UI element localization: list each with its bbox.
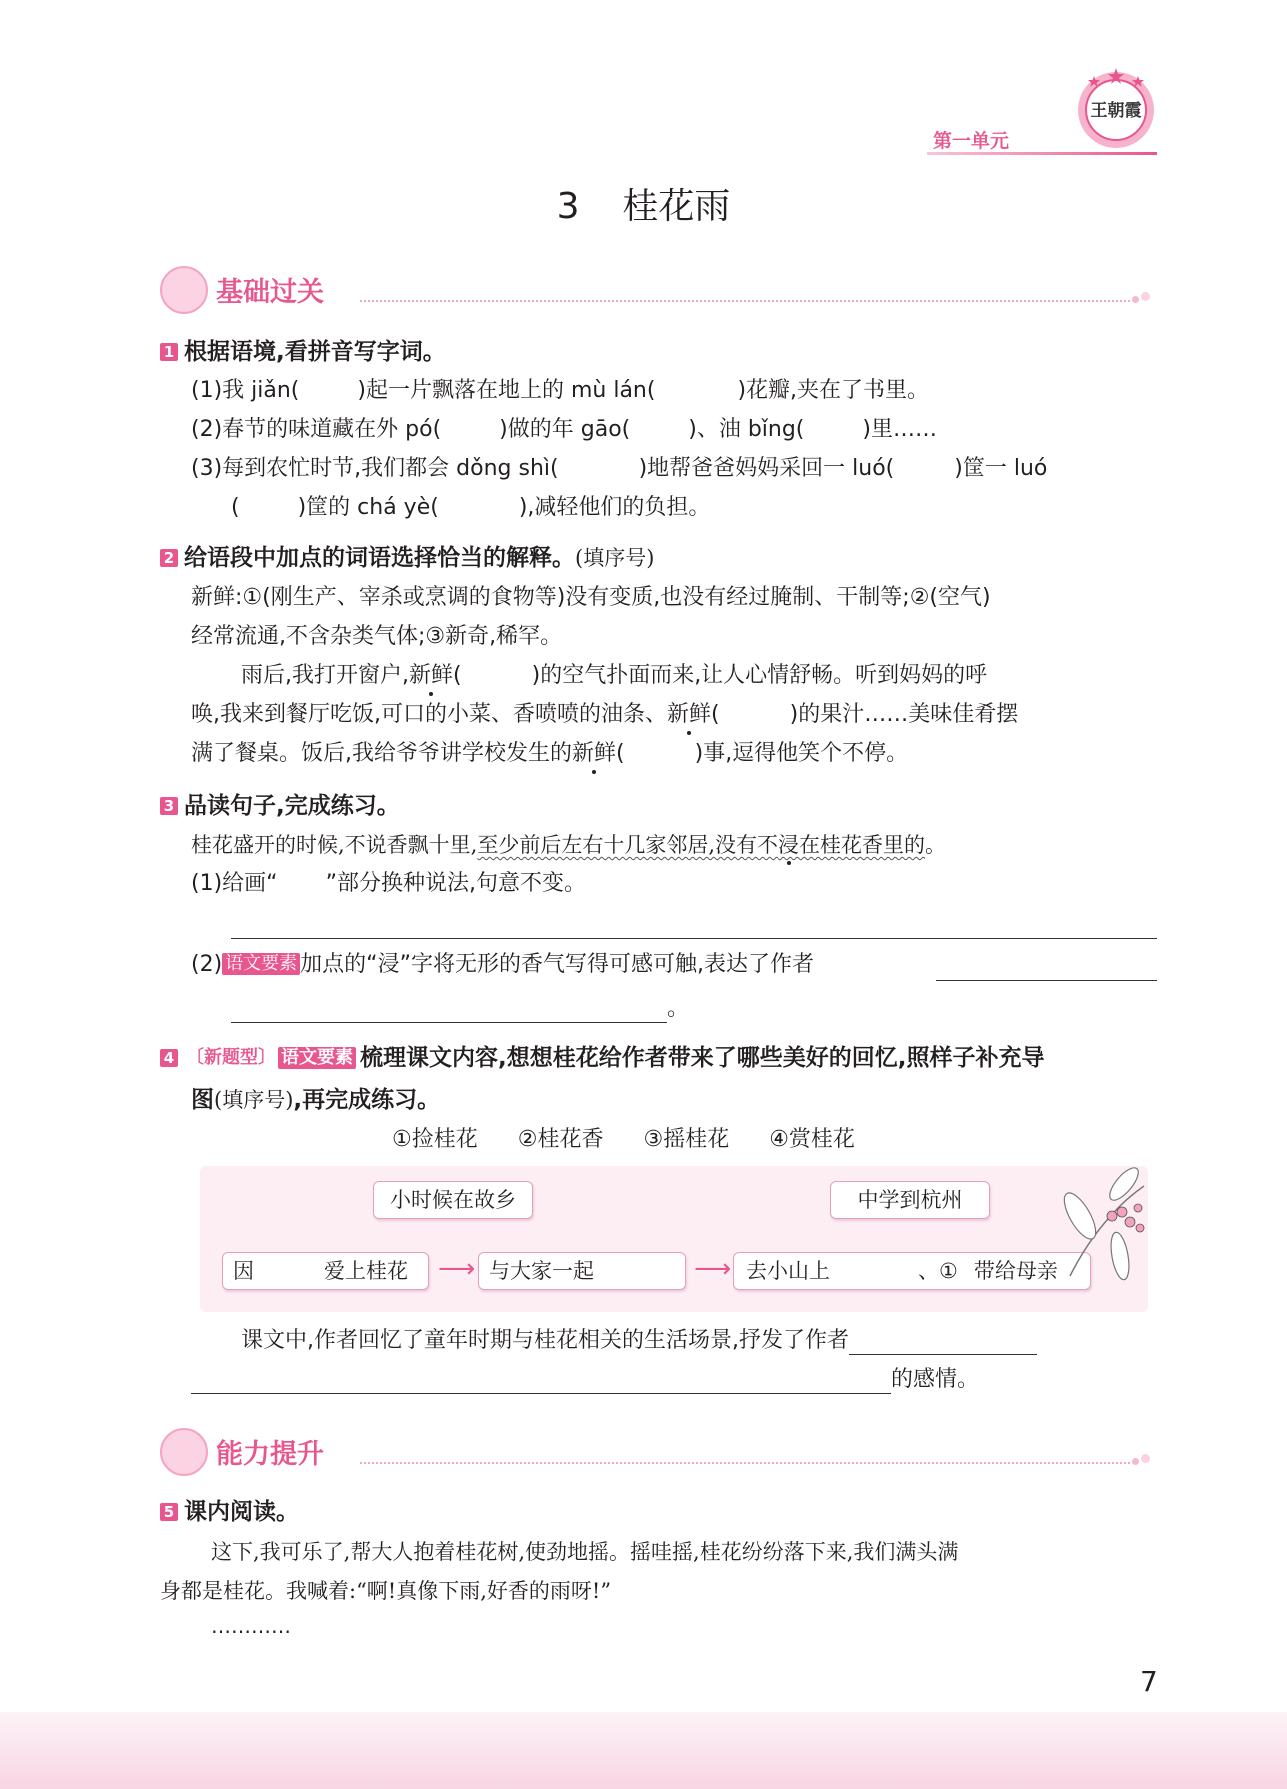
q4-answer-line-2[interactable]: [191, 1371, 891, 1394]
q4-option-2: ②桂花香: [517, 1127, 604, 1152]
q2-p2-dotted-word: 新鲜: [667, 702, 712, 727]
diagram-box-3: [733, 1252, 1091, 1290]
diagram-top-right-text: 中学到杭州: [857, 1188, 963, 1212]
q4-title-2a: 图: [191, 1087, 214, 1113]
q4-number: 4: [160, 1049, 178, 1067]
diagram-top-left-text: 小时候在故乡: [390, 1188, 516, 1212]
arrow-right-icon: ⟶: [694, 1254, 732, 1284]
q2-p3-dotted-word: 新鲜: [572, 741, 617, 766]
diagram-b1-a: 因: [233, 1259, 254, 1283]
q2-para3: [191, 740, 908, 768]
q4-summary-1: 课文中,作者回忆了童年时期与桂花相关的生活场景,抒发了作者: [241, 1328, 849, 1353]
diagram-top-right: [830, 1181, 990, 1219]
diagram-b2: 与大家一起: [489, 1259, 594, 1283]
q1-number: 1: [160, 343, 178, 361]
q3-s2-pre: (2): [191, 952, 223, 977]
q2-p3-b: (: [616, 741, 625, 766]
q4-option-4: ④赏桂花: [769, 1127, 855, 1152]
q1-title-text: 根据语境,看拼音写字词。: [184, 339, 446, 365]
lesson-number: 3: [556, 186, 580, 227]
q3-dotted-char: 浸: [778, 833, 800, 857]
q3-sub1: [191, 870, 586, 898]
q4-summary-line2: [191, 1366, 979, 1394]
q3-sentence: [191, 831, 946, 859]
diagram-b3-a: 去小山上: [746, 1259, 830, 1283]
q2-p3-a: 满了餐桌。饭后,我给爷爷讲学校发生的: [191, 741, 572, 766]
q3-answer-line-3[interactable]: [231, 1000, 667, 1023]
logo-text: 王朝霞: [1090, 101, 1142, 121]
q3-sent-d: 。: [925, 833, 947, 857]
q4-options: [392, 1126, 855, 1154]
q3-title-text: 品读句子,完成练习。: [184, 793, 400, 819]
q3-sent-b: 至少前后左右十几家邻居,没有不: [477, 833, 779, 857]
q3-wavy-part: [477, 833, 925, 857]
q2-para2: [191, 701, 1018, 729]
q1-l4-b: )筐的 chá yè(: [297, 495, 439, 520]
q1-l3-c: )筐一 luó: [954, 456, 1048, 481]
diagram-b1-b: 爱上桂花: [324, 1259, 408, 1283]
unit-label: 第一单元: [933, 130, 1010, 152]
q3-end: 。: [667, 996, 690, 1021]
q3-sent-a: 桂花盛开的时候,不说香飘十里,: [191, 833, 478, 857]
q4-title: [160, 1043, 1044, 1073]
q3-tag-yuwen: 语文要素: [222, 953, 300, 975]
q3-answer-line-2[interactable]: [936, 980, 1157, 981]
q3-title: [160, 791, 400, 821]
section-header-basic: [160, 266, 1150, 314]
q2-def1: [191, 584, 991, 612]
section-divider: [360, 300, 1130, 302]
q2-para1: [241, 662, 987, 690]
q5-para1: [211, 1538, 958, 1566]
q1-line4: [231, 494, 710, 522]
q3-wavy-sample: [278, 870, 326, 898]
header-underline: [927, 152, 1157, 155]
q2-p1-a: 雨后,我打开窗户,: [241, 663, 409, 688]
q4-title-2b: ,再完成练习。: [293, 1087, 441, 1113]
q2-p2-c: )的果汁……美味佳肴摆: [789, 702, 1019, 727]
q4-summary-2: 的感情。: [891, 1367, 980, 1392]
q2-title: [160, 543, 654, 573]
logo-badge: [1074, 66, 1158, 150]
q1-l4-c: ),减轻他们的负担。: [518, 495, 711, 520]
q2-def2-text: 经常流通,不含杂类气体;③新奇,稀罕。: [191, 624, 563, 649]
q1-title: [160, 337, 446, 367]
q5-para3: [211, 1612, 291, 1640]
q5-para2: [160, 1577, 611, 1605]
q1-l2-b: )做的年 gāo(: [499, 417, 631, 442]
q3-answer-line-1[interactable]: [231, 938, 1157, 939]
q2-p1-b: (: [453, 663, 462, 688]
q4-answer-line-1[interactable]: [849, 1332, 1037, 1355]
q3-sub2: [191, 951, 814, 979]
q4-title-2hint: (填序号): [214, 1088, 294, 1112]
q2-p3-c: )事,逗得他笑个不停。: [694, 741, 909, 766]
q2-number: 2: [160, 549, 178, 567]
lesson-title: 桂花雨: [622, 186, 731, 227]
q5-p1: 这下,我可乐了,帮大人抱着桂花树,使劲地摇。摇哇摇,桂花纷纷落下来,我们满头满: [211, 1540, 959, 1564]
q4-option-1: ①捡桂花: [392, 1127, 478, 1152]
q3-s1-b: ”部分换种说法,句意不变。: [325, 871, 586, 896]
q2-title-text: 给语段中加点的词语选择恰当的解释。: [184, 545, 575, 571]
q4-tag-yuwen: 语文要素: [278, 1047, 356, 1069]
q1-l1-b: )起一片飘落在地上的 mù lán(: [357, 378, 656, 403]
q4-title-1: 梳理课文内容,想想桂花给作者带来了哪些美好的回忆,照样子补充导: [360, 1045, 1045, 1071]
section-dots: [1132, 292, 1150, 306]
q1-l1-c: )花瓣,夹在了书里。: [737, 378, 930, 403]
q2-p1-c: )的空气扑面而来,让人心情舒畅。听到妈妈的呼: [531, 663, 988, 688]
diagram-b3-c: 带给母亲: [973, 1259, 1058, 1283]
q1-line2: [191, 416, 937, 444]
q2-hint: (填序号): [575, 546, 655, 570]
diagram-box-2: [478, 1252, 686, 1290]
q5-ellipsis: …………: [211, 1614, 291, 1638]
q2-p1-dotted-word: 新鲜: [409, 663, 454, 688]
q2-def2: [191, 623, 562, 651]
q3-answer-row-3: [231, 995, 689, 1023]
q4-diagram: [200, 1166, 1148, 1312]
q1-l2-a: (2)春节的味道藏在外 pó(: [191, 417, 442, 442]
section-title-advanced: 能力提升: [216, 1439, 324, 1470]
q1-l2-c: )、油 bǐng(: [688, 417, 805, 442]
q2-def1-text: 新鲜:①(刚生产、宰杀或烹调的食物等)没有变质,也没有经过腌制、干制等;②(空气): [191, 585, 991, 610]
q5-p2: 身都是桂花。我喊着:“啊!真像下雨,好香的雨呀!”: [160, 1579, 612, 1603]
q3-s1-a: (1)给画“: [191, 871, 278, 896]
q1-line1: [191, 377, 929, 405]
mascot-icon: [160, 1428, 208, 1476]
q3-s2-text: 加点的“浸”字将无形的香气写得可感可触,表达了作者: [300, 952, 814, 977]
diagram-b3-b: 、①: [918, 1259, 958, 1283]
q5-title: [160, 1497, 299, 1527]
q1-l1-a: (1)我 jiǎn(: [191, 378, 300, 403]
arrow-right-icon: ⟶: [438, 1254, 476, 1284]
diagram-top-left: [373, 1181, 533, 1219]
mascot-icon: [160, 266, 208, 314]
section-header-advanced: [160, 1428, 1150, 1476]
q4-summary-line1: [241, 1327, 1037, 1355]
q3-sent-c: 在桂花香里的: [799, 833, 926, 857]
q4-title-line2: [191, 1085, 440, 1115]
q2-p2-b: (: [711, 702, 720, 727]
q1-line3: [191, 455, 1047, 483]
q1-l3-b: )地帮爸爸妈妈采回一 luó(: [638, 456, 895, 481]
q5-number: 5: [160, 1503, 178, 1521]
q4-option-3: ③摇桂花: [643, 1127, 730, 1152]
q1-l4-a: (: [231, 495, 240, 520]
section-dots: [1132, 1454, 1150, 1468]
q1-l2-d: )里……: [862, 417, 937, 442]
q4-newtype-tag: 〔新题型〕: [186, 1047, 276, 1068]
page-number: 7: [1140, 1665, 1158, 1698]
section-title-basic: 基础过关: [216, 277, 324, 308]
page-title: [0, 178, 1287, 229]
q1-l3-a: (3)每到农忙时节,我们都会 dǒng shì(: [191, 456, 559, 481]
osmanthus-branch-icon: [1050, 1166, 1148, 1286]
q3-number: 3: [160, 797, 178, 815]
section-divider: [360, 1462, 1130, 1464]
q5-title-text: 课内阅读。: [184, 1499, 299, 1525]
footer-band: [0, 1712, 1287, 1789]
q2-p2-a: 唤,我来到餐厅吃饭,可口的小菜、香喷喷的油条、: [191, 702, 667, 727]
diagram-box-1: [222, 1252, 429, 1290]
